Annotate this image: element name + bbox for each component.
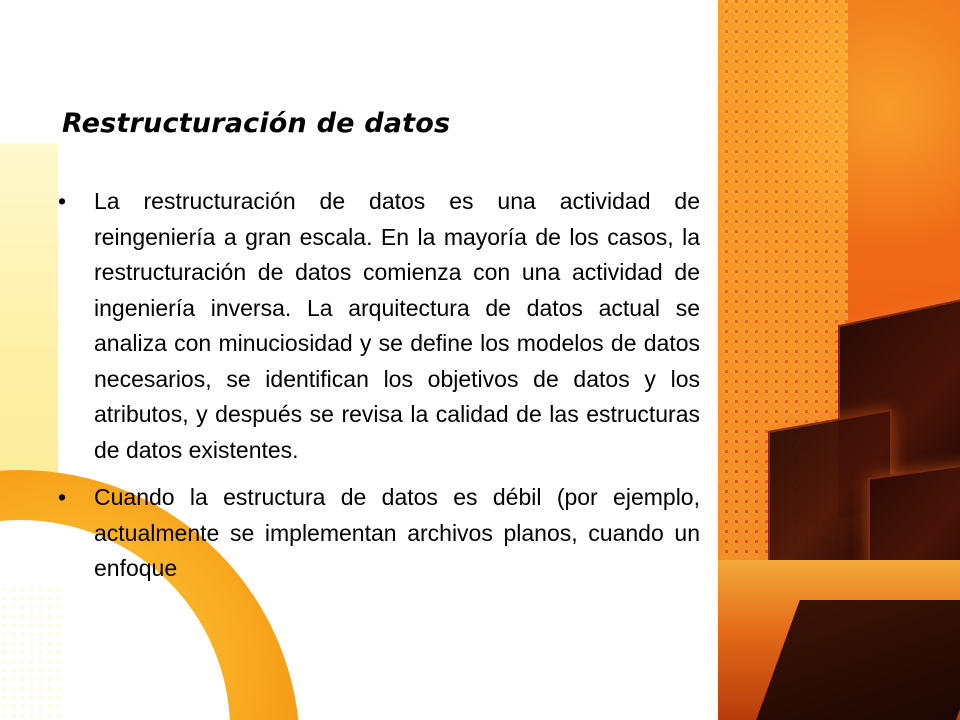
slide-title: Restructuración de datos xyxy=(62,108,451,139)
bullet-item xyxy=(58,480,700,587)
bullet-icon: • xyxy=(58,188,67,214)
bullet-text: La restructuración de datos es una actividad de reingeniería a gran escala. En la mayoría de los casos, la restructuración de datos comienza con una actividad de ingeniería inversa. La arquitectura de datos actual se analiza con minuciosidad y se define los modelos de datos necesarios, se identifican los objetivos de datos y los atributos, y después se revisa la calidad de las estructuras de datos existentes. xyxy=(94,188,700,463)
decorative-dot-pattern xyxy=(0,585,62,720)
bullet-icon: • xyxy=(58,484,67,510)
bullet-text: Cuando la estructura de datos es débil (por ejemplo, actualmente se implementan archivos planos, cuando un enfoque xyxy=(94,484,700,581)
bullet-item xyxy=(58,184,700,468)
decorative-computer-image xyxy=(718,0,960,720)
bullet-list xyxy=(58,184,700,599)
